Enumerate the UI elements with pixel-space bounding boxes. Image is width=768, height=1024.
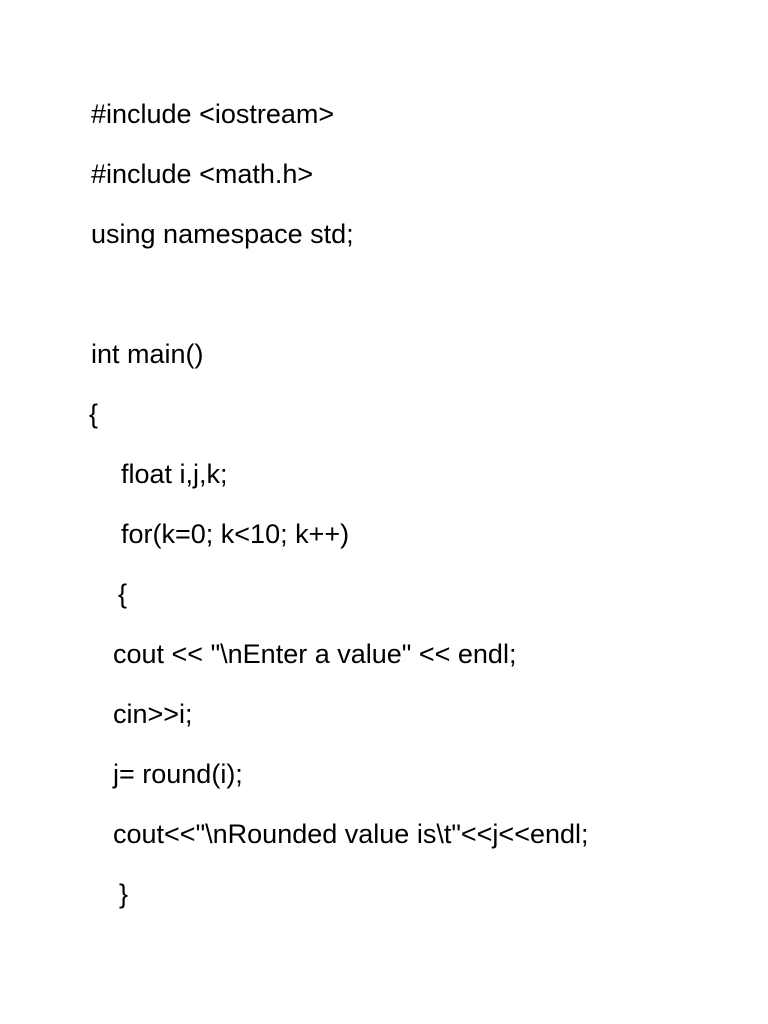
code-line-using-namespace: using namespace std;: [91, 219, 354, 249]
code-line-for-open-brace: {: [118, 579, 128, 609]
code-line-for-loop: for(k=0; k<10; k++): [121, 519, 350, 549]
code-line-include-iostream: #include <iostream>: [91, 99, 335, 129]
code-line-for-close-brace: }: [119, 879, 129, 909]
code-line-include-math: #include <math.h>: [91, 159, 314, 189]
code-line-cout-enter: cout << "\nEnter a value" << endl;: [113, 639, 517, 669]
code-line-cout-rounded: cout<<"\nRounded value is\t"<<j<<endl;: [113, 819, 589, 849]
code-line-float-decl: float i,j,k;: [121, 459, 228, 489]
code-line-cin: cin>>i;: [113, 699, 193, 729]
code-line-round: j= round(i);: [113, 759, 243, 789]
code-line-main-open-brace: {: [89, 399, 99, 429]
code-line-main-signature: int main(): [91, 339, 204, 369]
